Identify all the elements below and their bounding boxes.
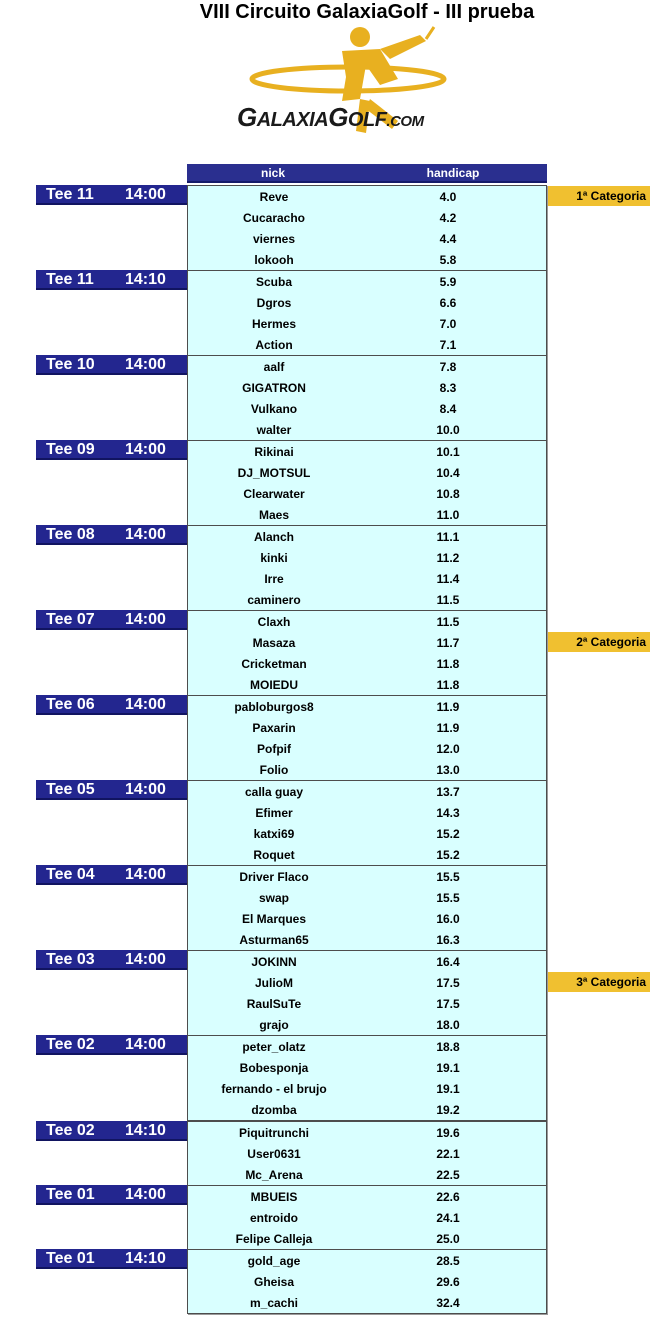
player-handicap: 11.8	[436, 678, 460, 692]
player-handicap: 8.3	[439, 381, 457, 395]
player-nick: User0631	[247, 1147, 301, 1161]
player-handicap: 25.0	[436, 1232, 460, 1246]
player-handicap: 22.1	[436, 1147, 460, 1161]
player-nick: walter	[256, 423, 292, 437]
table-row	[188, 548, 546, 569]
tee-label	[36, 355, 187, 375]
player-handicap: 7.8	[439, 360, 457, 374]
player-nick: Folio	[259, 763, 289, 777]
player-nick: Vulkano	[250, 402, 298, 416]
player-nick: Cucaracho	[242, 211, 306, 225]
table-row	[188, 1208, 546, 1229]
player-nick: katxi69	[253, 827, 295, 841]
player-handicap: 14.3	[436, 806, 460, 820]
tee-label	[36, 695, 187, 715]
tee-number: Tee 02	[46, 1036, 95, 1053]
player-handicap: 11.5	[436, 615, 460, 629]
tee-group	[187, 780, 547, 866]
tee-label	[36, 1035, 187, 1055]
tee-number: Tee 02	[46, 1122, 95, 1139]
tee-label	[36, 525, 187, 545]
player-handicap: 5.8	[439, 253, 457, 267]
tee-label	[36, 950, 187, 970]
table-row	[188, 378, 546, 399]
tee-number: Tee 03	[46, 951, 95, 968]
player-handicap: 29.6	[436, 1275, 460, 1289]
category-badge: 1ª Categoria	[548, 186, 650, 206]
player-handicap: 19.1	[436, 1082, 460, 1096]
player-nick: Alanch	[253, 530, 294, 544]
table-row	[188, 760, 546, 781]
table-row	[188, 187, 546, 208]
player-handicap: 24.1	[436, 1211, 460, 1225]
tee-group	[187, 1249, 547, 1314]
table-row	[188, 1165, 546, 1186]
table-row	[188, 229, 546, 250]
tee-time: 14:10	[125, 271, 166, 288]
player-nick: JulioM	[255, 976, 293, 990]
tee-label	[36, 1249, 187, 1269]
player-handicap: 10.8	[436, 487, 460, 501]
table-row	[188, 463, 546, 484]
player-handicap: 15.2	[436, 848, 460, 862]
table-row	[188, 1187, 546, 1208]
tee-time: 14:10	[125, 1250, 166, 1267]
player-handicap: 11.9	[436, 721, 460, 735]
player-nick: DJ_MOTSUL	[237, 466, 311, 480]
tee-number: Tee 04	[46, 866, 95, 883]
table-row	[188, 867, 546, 888]
player-nick: Paxarin	[252, 721, 296, 735]
galaxiagolf-logo-text: GALAXIAGOLF.COM	[237, 102, 424, 132]
table-row	[188, 357, 546, 378]
player-nick: Masaza	[252, 636, 296, 650]
table-row	[188, 484, 546, 505]
player-nick: Gheisa	[253, 1275, 295, 1289]
tee-number: Tee 11	[46, 186, 94, 203]
player-nick: Cricketman	[241, 657, 307, 671]
column-header-handicap: handicap	[359, 164, 547, 183]
column-header-nick: nick	[187, 164, 359, 183]
player-handicap: 10.4	[436, 466, 460, 480]
tee-label	[36, 185, 187, 205]
tee-time: 14:00	[125, 1186, 166, 1203]
player-nick: m_cachi	[249, 1296, 299, 1310]
tee-time: 14:00	[125, 1036, 166, 1053]
player-nick: JOKINN	[251, 955, 297, 969]
player-handicap: 11.4	[436, 572, 460, 586]
tee-number: Tee 11	[46, 271, 94, 288]
tee-group	[187, 950, 547, 1036]
table-row	[188, 952, 546, 973]
table-row	[188, 1272, 546, 1293]
player-nick: swap	[258, 891, 289, 905]
player-handicap: 6.6	[439, 296, 457, 310]
tee-label	[36, 1121, 187, 1141]
table-row	[188, 208, 546, 229]
tee-time: 14:00	[125, 186, 166, 203]
tee-label	[36, 270, 187, 290]
table-row	[188, 633, 546, 654]
player-nick: caminero	[247, 593, 301, 607]
player-handicap: 11.7	[436, 636, 460, 650]
tee-number: Tee 09	[46, 441, 95, 458]
player-nick: Driver Flaco	[239, 870, 309, 884]
category-badge: 3ª Categoria	[548, 972, 650, 992]
player-handicap: 18.0	[436, 1018, 460, 1032]
player-handicap: 11.1	[436, 530, 460, 544]
table-row	[188, 1079, 546, 1100]
table-row	[188, 718, 546, 739]
player-nick: pabloburgos8	[234, 700, 314, 714]
player-handicap: 22.6	[436, 1190, 460, 1204]
player-handicap: 12.0	[436, 742, 460, 756]
table-row	[188, 824, 546, 845]
tee-label	[36, 865, 187, 885]
player-handicap: 22.5	[436, 1168, 460, 1182]
player-nick: aalf	[263, 360, 285, 374]
player-nick: RaulSuTe	[246, 997, 302, 1011]
table-row	[188, 420, 546, 441]
table-row	[188, 250, 546, 271]
player-nick: grajo	[259, 1018, 289, 1032]
tee-group	[187, 1185, 547, 1250]
player-handicap: 19.6	[436, 1126, 460, 1140]
player-nick: Action	[255, 338, 293, 352]
player-handicap: 19.1	[436, 1061, 460, 1075]
player-nick: Bobesponja	[239, 1061, 309, 1075]
player-nick: Dgros	[256, 296, 292, 310]
player-handicap: 4.2	[439, 211, 457, 225]
player-handicap: 10.1	[436, 445, 460, 459]
player-handicap: 10.0	[436, 423, 460, 437]
player-nick: El Marques	[241, 912, 307, 926]
tee-group	[187, 1035, 547, 1121]
tee-number: Tee 07	[46, 611, 95, 628]
table-row	[188, 590, 546, 611]
player-handicap: 16.0	[436, 912, 460, 926]
tee-number: Tee 08	[46, 526, 95, 543]
tee-group	[187, 695, 547, 781]
player-handicap: 17.5	[436, 997, 460, 1011]
player-handicap: 18.8	[436, 1040, 460, 1054]
player-nick: Roquet	[253, 848, 295, 862]
player-handicap: 13.0	[436, 763, 460, 777]
table-row	[188, 1123, 546, 1144]
player-handicap: 11.2	[436, 551, 460, 565]
player-handicap: 16.4	[436, 955, 460, 969]
table-row	[188, 994, 546, 1015]
table-row	[188, 442, 546, 463]
table-row	[188, 335, 546, 356]
tee-number: Tee 01	[46, 1250, 95, 1267]
player-nick: fernando - el brujo	[221, 1082, 327, 1096]
tee-time: 14:00	[125, 526, 166, 543]
tee-time: 14:00	[125, 356, 166, 373]
player-handicap: 17.5	[436, 976, 460, 990]
tee-group	[187, 440, 547, 526]
tee-group	[187, 610, 547, 696]
player-handicap: 7.0	[439, 317, 457, 331]
table-row	[188, 569, 546, 590]
player-nick: Piquitrunchi	[239, 1126, 309, 1140]
table-row	[188, 782, 546, 803]
tee-group	[187, 525, 547, 611]
player-handicap: 8.4	[439, 402, 457, 416]
table-row	[188, 293, 546, 314]
table-row	[188, 739, 546, 760]
player-nick: Mc_Arena	[245, 1168, 303, 1182]
tee-group	[187, 355, 547, 441]
table-row	[188, 1144, 546, 1165]
player-nick: Rikinai	[254, 445, 294, 459]
tee-label	[36, 1185, 187, 1205]
player-handicap: 11.9	[436, 700, 460, 714]
table-row	[188, 527, 546, 548]
table-row	[188, 888, 546, 909]
player-handicap: 15.5	[436, 891, 460, 905]
player-nick: Scuba	[255, 275, 292, 289]
player-nick: MOIEDU	[250, 678, 298, 692]
tee-label	[36, 440, 187, 460]
table-row	[188, 399, 546, 420]
table-row	[188, 845, 546, 866]
player-handicap: 13.7	[436, 785, 460, 799]
tee-number: Tee 05	[46, 781, 95, 798]
tee-label	[36, 780, 187, 800]
tee-number: Tee 01	[46, 1186, 95, 1203]
player-nick: MBUEIS	[250, 1190, 298, 1204]
tee-label	[36, 610, 187, 630]
table-row	[188, 314, 546, 335]
player-handicap: 11.5	[436, 593, 460, 607]
tee-time: 14:00	[125, 696, 166, 713]
player-nick: Maes	[258, 508, 290, 522]
tee-group	[187, 270, 547, 356]
player-handicap: 15.2	[436, 827, 460, 841]
table-row	[188, 654, 546, 675]
table-row	[188, 505, 546, 526]
table-row	[188, 1058, 546, 1079]
tee-number: Tee 10	[46, 356, 95, 373]
table-row	[188, 1100, 546, 1121]
table-row	[188, 930, 546, 951]
player-handicap: 4.0	[439, 190, 457, 204]
table-row	[188, 1229, 546, 1250]
table-row	[188, 973, 546, 994]
tee-group	[187, 865, 547, 951]
player-nick: Claxh	[257, 615, 291, 629]
player-nick: Efimer	[255, 806, 293, 820]
player-nick: dzomba	[251, 1103, 297, 1117]
player-handicap: 15.5	[436, 870, 460, 884]
table-row	[188, 1293, 546, 1314]
table-row	[188, 612, 546, 633]
tee-time: 14:00	[125, 611, 166, 628]
player-nick: Reve	[259, 190, 289, 204]
player-nick: calla guay	[244, 785, 304, 799]
player-nick: Pofpif	[257, 742, 291, 756]
tee-time: 14:00	[125, 781, 166, 798]
table-row	[188, 1251, 546, 1272]
tee-time: 14:00	[125, 441, 166, 458]
player-nick: lokooh	[254, 253, 294, 267]
page-title: VIII Circuito GalaxiaGolf - III prueba	[199, 1, 535, 23]
player-handicap: 19.2	[436, 1103, 460, 1117]
player-handicap: 4.4	[439, 232, 457, 246]
table-row	[188, 1037, 546, 1058]
table-row	[188, 1015, 546, 1036]
player-handicap: 16.3	[436, 933, 460, 947]
category-badge: 2ª Categoria	[548, 632, 650, 652]
player-handicap: 28.5	[436, 1254, 460, 1268]
player-nick: Hermes	[251, 317, 297, 331]
player-nick: Felipe Calleja	[235, 1232, 313, 1246]
player-nick: Irre	[264, 572, 284, 586]
player-handicap: 11.0	[436, 508, 460, 522]
player-nick: viernes	[252, 232, 296, 246]
tee-group	[187, 1121, 547, 1186]
player-nick: kinki	[260, 551, 288, 565]
player-handicap: 5.9	[439, 275, 457, 289]
player-nick: Clearwater	[243, 487, 305, 501]
player-nick: Asturman65	[239, 933, 309, 947]
player-handicap: 32.4	[436, 1296, 460, 1310]
table-row	[188, 675, 546, 696]
tee-time: 14:10	[125, 1122, 166, 1139]
player-handicap: 7.1	[439, 338, 457, 352]
player-nick: entroido	[250, 1211, 298, 1225]
table-row	[188, 697, 546, 718]
tee-time: 14:00	[125, 951, 166, 968]
player-nick: peter_olatz	[242, 1040, 306, 1054]
table-row	[188, 272, 546, 293]
table-row	[188, 803, 546, 824]
player-nick: GIGATRON	[242, 381, 306, 395]
tee-group	[187, 185, 547, 271]
table-row	[188, 909, 546, 930]
player-handicap: 11.8	[436, 657, 460, 671]
player-nick: gold_age	[247, 1254, 301, 1268]
tee-time: 14:00	[125, 866, 166, 883]
tee-number: Tee 06	[46, 696, 95, 713]
